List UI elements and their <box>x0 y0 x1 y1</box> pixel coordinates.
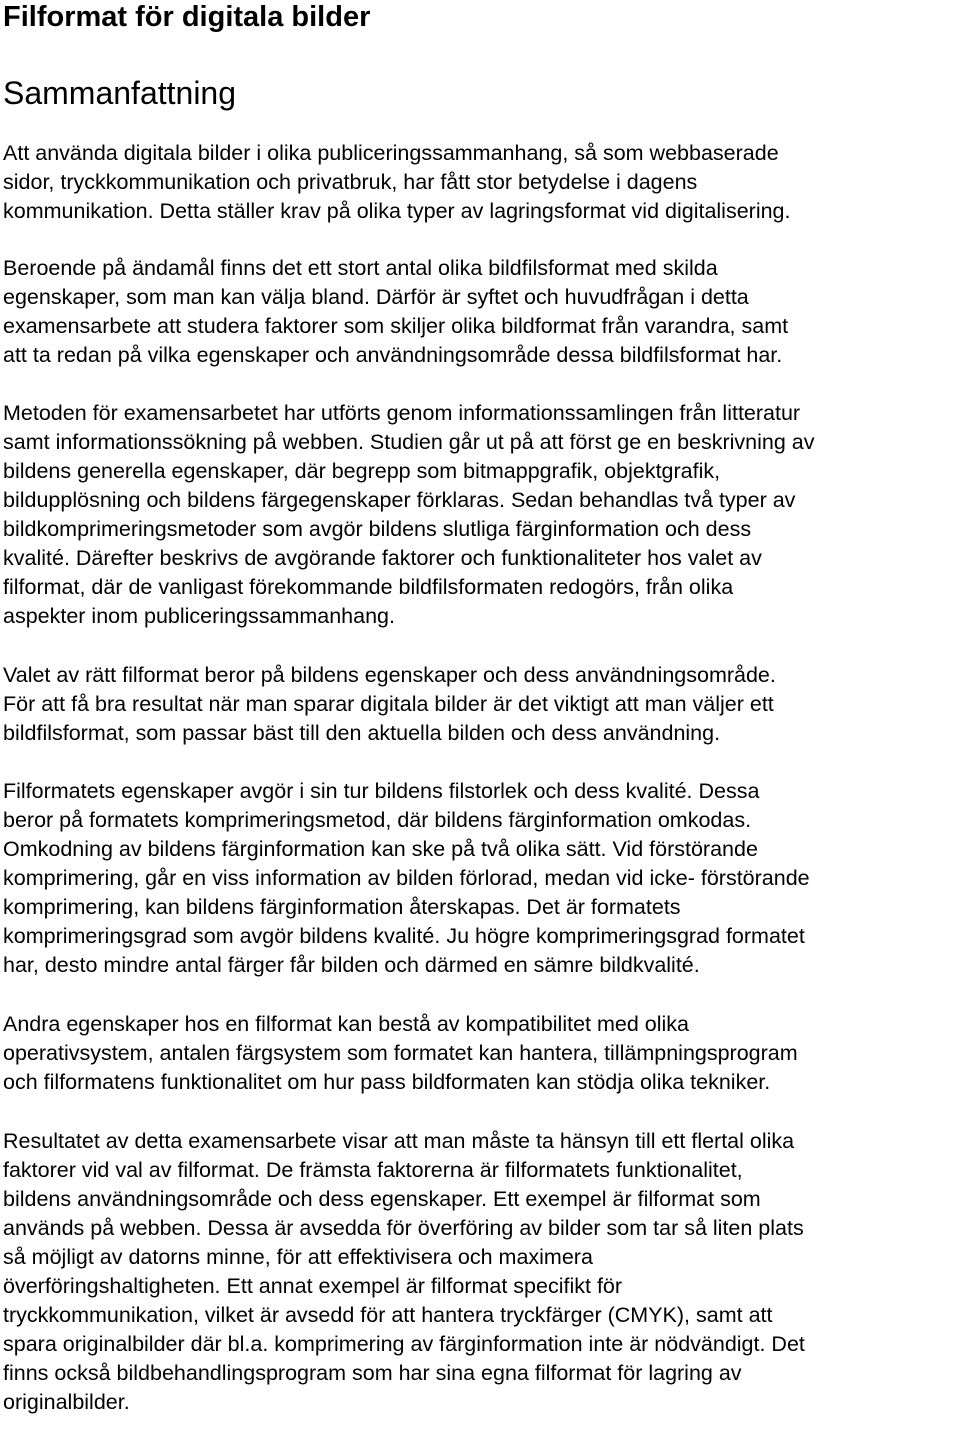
document-page <box>3 0 959 1417</box>
text-line: filformat, där de vanligast förekommande bildfilsformaten redogörs, från olika <box>3 575 734 599</box>
paragraph-3 <box>3 399 959 631</box>
text-line: bildupplösning och bildens färgegenskaper förklaras. Sedan behandlas två typer av <box>3 488 796 512</box>
text-line: examensarbete att studera faktorer som skiljer olika bildformat från varandra, samt <box>3 314 789 338</box>
text-line: Metoden för examensarbetet har utförts genom informationssamlingen från litteratur <box>3 401 801 425</box>
text-line: komprimering, går en viss information av bilden förlorad, medan vid icke- förstörande <box>3 866 810 890</box>
paragraph-5 <box>3 777 959 980</box>
text-line: bildfilsformat, som passar bäst till den aktuella bilden och dess användning. <box>3 721 721 745</box>
paragraph-1 <box>3 139 959 226</box>
paragraph-7 <box>3 1127 959 1417</box>
text-line: faktorer vid val av filformat. De främsta faktorerna är filformatets funktionalitet, <box>3 1158 743 1182</box>
text-line: att ta redan på vilka egenskaper och användningsområde dessa bildfilsformat har. <box>3 343 783 367</box>
text-line: Andra egenskaper hos en filformat kan bestå av kompatibilitet med olika <box>3 1012 689 1036</box>
text-line: komprimeringsgrad som avgör bildens kvalité. Ju högre komprimeringsgrad formatet <box>3 924 805 948</box>
text-line: så möjligt av datorns minne, för att effektivisera och maximera <box>3 1245 593 1269</box>
paragraph-6 <box>3 1010 959 1097</box>
text-line: används på webben. Dessa är avsedda för överföring av bilder som tar så liten plats <box>3 1216 804 1240</box>
text-line: beror på formatets komprimeringsmetod, där bildens färginformation omkodas. <box>3 808 752 832</box>
text-line: finns också bildbehandlingsprogram som har sina egna filformat för lagring av <box>3 1361 742 1385</box>
text-line: sidor, tryckkommunikation och privatbruk, har fått stor betydelse i dagens <box>3 170 698 194</box>
section-heading-summary: Sammanfattning <box>3 75 237 111</box>
document-title: Filformat för digitala bilder <box>3 1 371 33</box>
paragraph-4 <box>3 661 959 748</box>
text-line: Omkodning av bildens färginformation kan ske på två olika sätt. Vid förstörande <box>3 837 758 861</box>
text-line: har, desto mindre antal färger får bilden och därmed en sämre bildkvalité. <box>3 953 700 977</box>
text-line: aspekter inom publiceringssammanhang. <box>3 604 395 628</box>
text-line: överföringshaltigheten. Ett annat exempel är filformat specifikt för <box>3 1274 623 1298</box>
text-line: kommunikation. Detta ställer krav på olika typer av lagringsformat vid digitalisering. <box>3 199 791 223</box>
text-line: bildkomprimeringsmetoder som avgör bildens slutliga färginformation och dess <box>3 517 752 541</box>
text-line: Beroende på ändamål finns det ett stort antal olika bildfilsformat med skilda <box>3 256 718 280</box>
text-line: spara originalbilder där bl.a. komprimering av färginformation inte är nödvändigt. Det <box>3 1332 805 1356</box>
text-line: och filformatens funktionalitet om hur pass bildformaten kan stödja olika tekniker. <box>3 1070 771 1094</box>
text-line: Resultatet av detta examensarbete visar att man måste ta hänsyn till ett flertal olika <box>3 1129 795 1153</box>
text-line: Filformatets egenskaper avgör i sin tur bildens filstorlek och dess kvalité. Dessa <box>3 779 760 803</box>
text-line: För att få bra resultat när man sparar digitala bilder är det viktigt att man väljer ett <box>3 692 774 716</box>
text-line: egenskaper, som man kan välja bland. Därför är syftet och huvudfrågan i detta <box>3 285 749 309</box>
text-line: originalbilder. <box>3 1390 130 1414</box>
paragraph-2 <box>3 254 959 370</box>
text-line: bildens generella egenskaper, där begrepp som bitmappgrafik, objektgrafik, <box>3 459 721 483</box>
text-line: Valet av rätt filformat beror på bildens egenskaper och dess användningsområde. <box>3 663 776 687</box>
text-line: bildens användningsområde och dess egenskaper. Ett exempel är filformat som <box>3 1187 761 1211</box>
text-line: tryckkommunikation, vilket är avsedd för att hantera tryckfärger (CMYK), samt att <box>3 1303 773 1327</box>
text-line: kvalité. Därefter beskrivs de avgörande faktorer och funktionaliteter hos valet av <box>3 546 762 570</box>
text-line: komprimering, kan bildens färginformation återskapas. Det är formatets <box>3 895 681 919</box>
text-line: operativsystem, antalen färgsystem som formatet kan hantera, tillämpningsprogram <box>3 1041 798 1065</box>
text-line: Att använda digitala bilder i olika publiceringssammanhang, så som webbaserade <box>3 141 779 165</box>
text-line: samt informationssökning på webben. Studien går ut på att först ge en beskrivning av <box>3 430 815 454</box>
